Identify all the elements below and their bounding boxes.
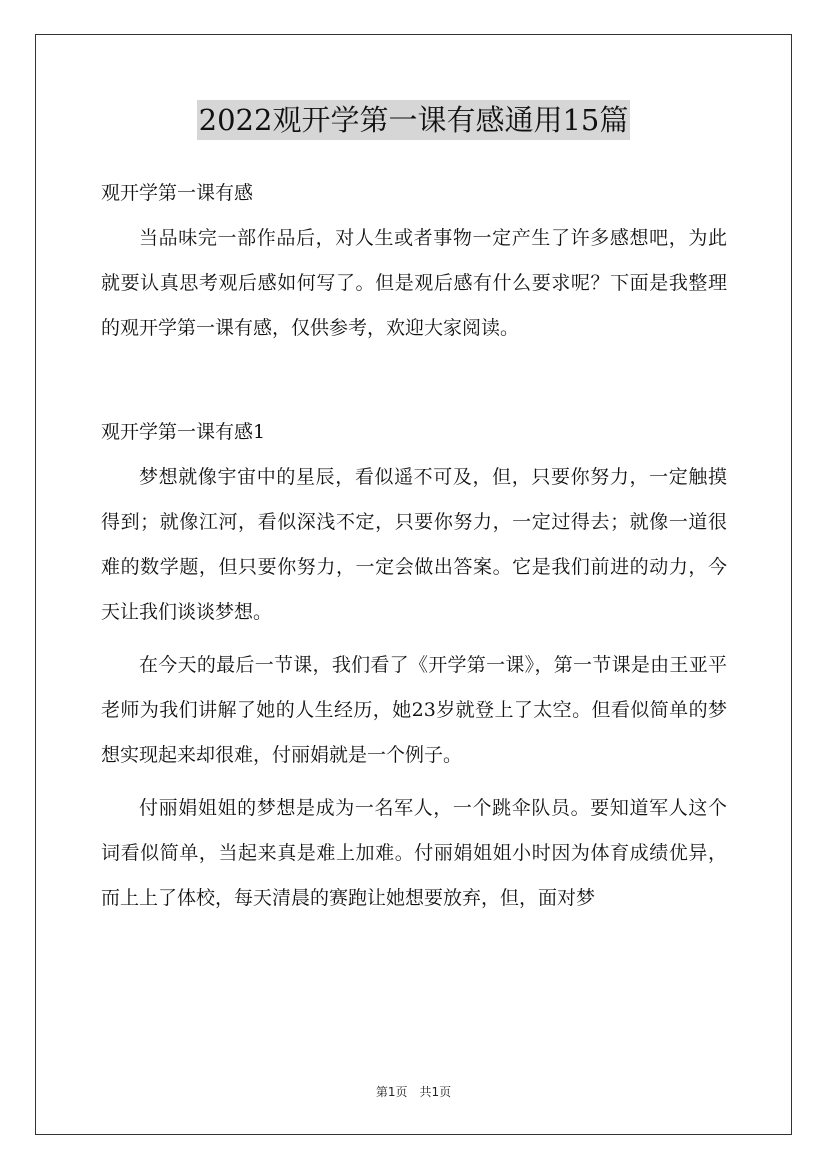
document-title: 2022观开学第一课有感通用15篇 — [197, 100, 631, 140]
section-heading: 观开学第一课有感1 — [101, 421, 266, 443]
section-paragraph: 在今天的最后一节课，我们看了《开学第一课》，第一节课是由王亚平老师为我们讲解了她的人生经历，她23岁就登上了太空。但看似简单的梦想实现起来却很难，付丽娟就是一个例子。 — [101, 654, 727, 766]
title-wrap — [0, 100, 827, 140]
intro-heading: 观开学第一课有感 — [101, 182, 254, 204]
intro-paragraph: 当品味完一部作品后，对人生或者事物一定产生了许多感想吧，为此就要认真思考观后感如何写了。但是观后感有什么要求呢？下面是我整理的观开学第一课有感，仅供参考，欢迎大家阅读。 — [101, 227, 727, 339]
page-footer — [0, 1083, 827, 1100]
document-body — [101, 170, 727, 921]
page-total: 共1页 — [419, 1085, 452, 1099]
page-number: 第1页 — [375, 1085, 408, 1099]
section-paragraph: 梦想就像宇宙中的星辰，看似遥不可及，但，只要你努力，一定触摸得到；就像江河，看似深浅不定，只要你努力，一定过得去；就像一道很难的数学题，但只要你努力，一定会做出答案。它是我们前进的动力，今天让我们谈谈梦想。 — [101, 466, 727, 623]
section-paragraph: 付丽娟姐姐的梦想是成为一名军人，一个跳伞队员。要知道军人这个词看似简单，当起来真是难上加难。付丽娟姐姐小时因为体育成绩优异，而上上了体校，每天清晨的赛跑让她想要放弃，但，面对梦 — [101, 797, 727, 909]
